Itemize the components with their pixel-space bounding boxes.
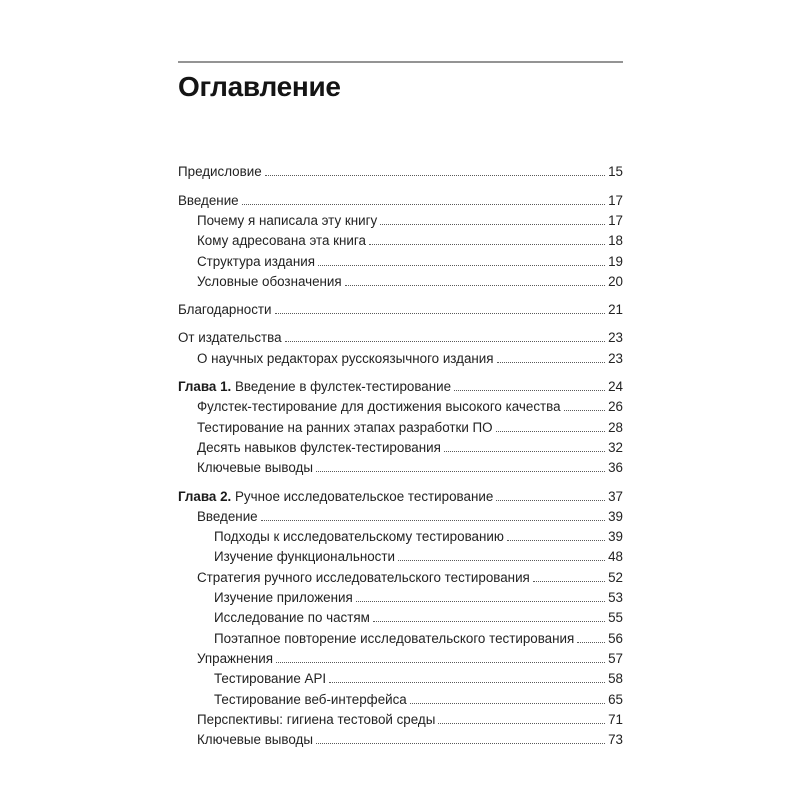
- toc-dot-leader: [444, 451, 605, 452]
- toc-entry-text: Изучение приложения: [214, 590, 353, 606]
- toc-entry-page: 39: [608, 529, 623, 545]
- toc-dot-leader: [398, 560, 605, 561]
- toc-entry-page: 53: [608, 590, 623, 606]
- toc-entry-label: [178, 191, 239, 211]
- toc-entry-label: [197, 458, 313, 478]
- toc-entry-text: Благодарности: [178, 302, 272, 318]
- toc-entry: [178, 349, 623, 369]
- toc-entry: [178, 568, 623, 588]
- toc-entry-page: 52: [608, 569, 623, 585]
- toc-entry-chapter-prefix: Глава 2.: [178, 488, 232, 504]
- toc-entry-label: [197, 211, 377, 231]
- toc-entry-text: Предисловие: [178, 164, 262, 180]
- header-rule: [178, 61, 623, 63]
- toc-entry-text: Изучение функциональности: [214, 549, 395, 565]
- toc-dot-leader: [242, 204, 605, 205]
- toc-entry-page: 21: [608, 302, 623, 318]
- toc-entry-label: [197, 252, 315, 272]
- toc-entry: [178, 527, 623, 547]
- toc-entry-text: Десять навыков фулстек-тестирования: [197, 439, 441, 455]
- toc-entry-text: Тестирование API: [214, 671, 327, 687]
- toc-entry-label: [214, 669, 326, 689]
- toc-entry: [178, 272, 623, 292]
- page-content: [178, 61, 623, 750]
- toc-dot-leader: [380, 224, 605, 225]
- toc-dot-leader: [318, 265, 605, 266]
- toc-entry-page: 15: [608, 164, 623, 180]
- toc-entry: [178, 669, 623, 689]
- toc-dot-leader: [285, 341, 606, 342]
- toc-entry: [178, 438, 623, 458]
- toc-entry-text: Стратегия ручного исследовательского тестирования: [197, 569, 530, 585]
- toc-entry-chapter-prefix: Глава 1.: [178, 379, 232, 395]
- toc-dot-leader: [507, 540, 605, 541]
- toc-dot-leader: [577, 642, 605, 643]
- toc-entry-text: Поэтапное повторение исследовательского тестирования: [214, 630, 575, 646]
- toc-entry: [178, 629, 623, 649]
- toc-entry-text: Перспективы: гигиена тестовой среды: [197, 711, 436, 727]
- toc-entry-page: 58: [608, 671, 623, 687]
- toc-entry-page: 26: [608, 399, 623, 415]
- toc-dot-leader: [533, 581, 605, 582]
- toc-dot-leader: [410, 703, 605, 704]
- toc-entry: [178, 608, 623, 628]
- toc-entry-text: Ручное исследовательское тестирование: [231, 488, 494, 504]
- toc-entry-text: Ключевые выводы: [197, 460, 313, 476]
- toc-entry: [178, 710, 623, 730]
- toc-dot-leader: [438, 723, 605, 724]
- toc-dot-leader: [356, 601, 605, 602]
- toc-list: [178, 162, 623, 750]
- toc-entry: [178, 300, 623, 320]
- toc-entry-label: [214, 547, 395, 567]
- toc-entry-label: [197, 507, 258, 527]
- toc-entry-text: Исследование по частям: [214, 610, 370, 626]
- toc-entry-text: О научных редакторах русскоязычного издания: [197, 350, 494, 366]
- toc-entry: [178, 547, 623, 567]
- toc-entry-text: Введение: [178, 192, 239, 208]
- toc-entry: [178, 730, 623, 750]
- toc-entry-label: [214, 608, 370, 628]
- toc-entry-page: 17: [608, 192, 623, 208]
- toc-entry-text: Тестирование на ранних этапах разработки ПО: [197, 419, 493, 435]
- toc-dot-leader: [496, 431, 606, 432]
- toc-dot-leader: [373, 621, 605, 622]
- toc-entry: [178, 191, 623, 211]
- toc-dot-leader: [369, 244, 605, 245]
- toc-entry-page: 55: [608, 610, 623, 626]
- toc-entry-text: Ключевые выводы: [197, 732, 313, 748]
- toc-entry: [178, 162, 623, 182]
- toc-entry: [178, 397, 623, 417]
- toc-entry: [178, 487, 623, 507]
- toc-dot-leader: [275, 313, 606, 314]
- toc-entry-page: 24: [608, 379, 623, 395]
- toc-entry: [178, 231, 623, 251]
- toc-entry-page: 48: [608, 549, 623, 565]
- toc-entry-label: [197, 649, 273, 669]
- toc-entry-label: [178, 487, 493, 507]
- toc-entry-label: [178, 300, 272, 320]
- toc-entry: [178, 252, 623, 272]
- toc-entry: [178, 690, 623, 710]
- toc-entry-page: 28: [608, 419, 623, 435]
- toc-entry-page: 19: [608, 253, 623, 269]
- toc-entry-page: 37: [608, 488, 623, 504]
- toc-entry-label: [178, 162, 262, 182]
- toc-entry: [178, 377, 623, 397]
- toc-entry-text: Кому адресована эта книга: [197, 233, 366, 249]
- toc-dot-leader: [329, 682, 605, 683]
- toc-entry-text: От издательства: [178, 330, 282, 346]
- toc-entry-text: Фулстек-тестирование для достижения высокого качества: [197, 399, 561, 415]
- toc-entry-page: 71: [608, 711, 623, 727]
- toc-dot-leader: [276, 662, 605, 663]
- toc-entry: [178, 328, 623, 348]
- toc-entry-label: [197, 418, 493, 438]
- toc-entry-text: Введение: [197, 508, 258, 524]
- toc-entry-label: [214, 629, 574, 649]
- toc-entry-page: 57: [608, 650, 623, 666]
- toc-entry-label: [197, 272, 342, 292]
- toc-entry-text: Упражнения: [197, 650, 273, 666]
- toc-entry: [178, 458, 623, 478]
- toc-entry-text: Структура издания: [197, 253, 315, 269]
- toc-entry-label: [197, 730, 313, 750]
- toc-entry-label: [197, 568, 530, 588]
- toc-entry-page: 73: [608, 732, 623, 748]
- toc-entry-page: 23: [608, 330, 623, 346]
- toc-entry-text: Тестирование веб-интерфейса: [214, 691, 407, 707]
- toc-dot-leader: [261, 520, 605, 521]
- toc-entry-page: 36: [608, 460, 623, 476]
- page-title: Оглавление: [178, 71, 341, 102]
- toc-entry-label: [197, 438, 441, 458]
- toc-entry: [178, 507, 623, 527]
- toc-dot-leader: [454, 390, 605, 391]
- toc-entry: [178, 588, 623, 608]
- toc-entry-page: 17: [608, 212, 623, 228]
- toc-entry-page: 65: [608, 691, 623, 707]
- toc-dot-leader: [564, 410, 606, 411]
- toc-dot-leader: [265, 175, 605, 176]
- toc-entry-page: 32: [608, 439, 623, 455]
- toc-entry: [178, 211, 623, 231]
- toc-entry-label: [197, 231, 366, 251]
- toc-entry-text: Подходы к исследовательскому тестированию: [214, 529, 504, 545]
- toc-entry-label: [178, 377, 451, 397]
- toc-entry-label: [214, 527, 504, 547]
- toc-dot-leader: [345, 285, 605, 286]
- toc-entry-page: 18: [608, 233, 623, 249]
- toc-dot-leader: [316, 743, 605, 744]
- toc-entry-page: 56: [608, 630, 623, 646]
- toc-entry-text: Введение в фулстек-тестирование: [231, 379, 452, 395]
- toc-entry-label: [197, 349, 494, 369]
- toc-entry-label: [197, 710, 435, 730]
- toc-dot-leader: [496, 500, 605, 501]
- toc-entry: [178, 418, 623, 438]
- toc-dot-leader: [316, 471, 605, 472]
- toc-entry-text: Почему я написала эту книгу: [197, 212, 378, 228]
- toc-dot-leader: [497, 362, 606, 363]
- toc-entry-label: [214, 588, 353, 608]
- toc-entry: [178, 649, 623, 669]
- toc-entry-label: [197, 397, 561, 417]
- toc-entry-text: Условные обозначения: [197, 273, 342, 289]
- toc-entry-label: [178, 328, 282, 348]
- toc-entry-page: 39: [608, 508, 623, 524]
- toc-entry-page: 20: [608, 273, 623, 289]
- toc-entry-page: 23: [608, 350, 623, 366]
- toc-entry-label: [214, 690, 407, 710]
